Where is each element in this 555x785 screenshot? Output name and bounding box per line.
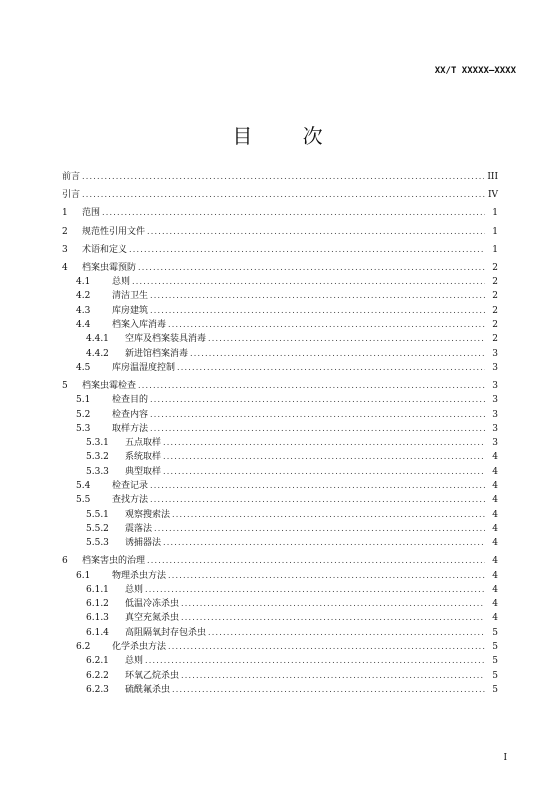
toc-entry-label: 典型取样 — [125, 466, 162, 477]
toc-entry-label: 查找方法 — [112, 495, 149, 506]
toc-dot-leader — [177, 363, 485, 373]
toc-entry-number: 5.5.3 — [86, 538, 109, 549]
toc-dot-leader — [168, 642, 485, 652]
toc-entry-number: 5.3.1 — [86, 438, 109, 449]
toc-dot-leader — [150, 424, 485, 434]
toc-entry-number: 6.1.3 — [86, 613, 109, 624]
toc-entry-page: 5 — [492, 642, 498, 653]
toc-entry[interactable] — [62, 222, 498, 236]
toc-entry-page: 5 — [492, 627, 498, 638]
toc-dot-leader — [168, 320, 485, 330]
toc-dot-leader — [154, 524, 485, 534]
toc-entry-number: 3 — [62, 244, 68, 255]
toc-entry-page: 4 — [492, 613, 498, 624]
toc-dot-leader — [102, 208, 485, 218]
toc-entry[interactable] — [62, 666, 498, 680]
toc-entry-page: 4 — [492, 570, 498, 581]
toc-entry-number: 5 — [62, 380, 68, 391]
toc-entry-number: 4.4 — [76, 319, 91, 330]
toc-dot-leader — [168, 571, 485, 581]
toc-entry-number: 6.1 — [76, 570, 91, 581]
toc-entry-page: 2 — [492, 262, 498, 273]
toc-entry-label: 检查目的 — [112, 395, 149, 406]
toc-dot-leader — [147, 556, 485, 566]
toc-entry-number: 5.3.2 — [86, 452, 109, 463]
toc-entry-number: 4.1 — [76, 277, 91, 288]
toc-entry-label: 范围 — [82, 208, 101, 219]
toc-entry[interactable] — [62, 652, 498, 666]
toc-entry-number: 5.4 — [76, 481, 91, 492]
toc-entry-label: 检查记录 — [112, 481, 149, 492]
toc-entry-label: 清洁卫生 — [112, 291, 149, 302]
toc-entry[interactable] — [62, 186, 498, 200]
table-of-contents — [62, 168, 498, 695]
toc-entry[interactable] — [62, 638, 498, 652]
toc-entry-page: 5 — [492, 656, 498, 667]
toc-entry-label: 总则 — [125, 584, 144, 595]
toc-dot-leader — [181, 613, 485, 623]
toc-entry[interactable] — [62, 204, 498, 218]
toc-dot-leader — [147, 227, 485, 237]
toc-entry[interactable] — [62, 581, 498, 595]
toc-entry-page: 3 — [492, 380, 498, 391]
toc-entry-page: 4 — [492, 452, 498, 463]
toc-entry-page: 4 — [492, 481, 498, 492]
toc-entry-page: 4 — [492, 556, 498, 567]
toc-entry[interactable] — [62, 273, 498, 287]
toc-entry-label: 库房建筑 — [112, 305, 149, 316]
toc-entry-label: 规范性引用文件 — [82, 226, 146, 237]
toc-entry-number: 5.5.1 — [86, 509, 109, 520]
toc-entry-number: 5.5.2 — [86, 523, 109, 534]
toc-dot-leader — [181, 671, 485, 681]
toc-dot-leader — [82, 172, 484, 182]
toc-dot-leader — [138, 381, 485, 391]
toc-dot-leader — [145, 585, 485, 595]
toc-entry-page: 3 — [492, 362, 498, 373]
toc-entry-label: 诱捕器法 — [125, 538, 162, 549]
toc-entry-number: 4 — [62, 262, 68, 273]
toc-entry-page: 1 — [492, 226, 498, 237]
toc-entry-page: 3 — [492, 395, 498, 406]
toc-dot-leader — [208, 628, 485, 638]
toc-dot-leader — [172, 510, 485, 520]
toc-entry[interactable] — [62, 609, 498, 623]
toc-entry-page: 4 — [492, 523, 498, 534]
toc-entry[interactable] — [62, 240, 498, 254]
toc-dot-leader — [150, 291, 485, 301]
toc-entry-page: 4 — [492, 466, 498, 477]
toc-entry-label: 术语和定义 — [82, 244, 128, 255]
toc-dot-leader — [163, 452, 485, 462]
toc-entry[interactable] — [62, 477, 498, 491]
toc-entry-label: 化学杀虫方法 — [112, 642, 167, 653]
toc-entry-number: 5.3 — [76, 423, 91, 434]
toc-entry[interactable] — [62, 623, 498, 637]
toc-entry-label: 五点取样 — [125, 438, 162, 449]
toc-entry-page: 5 — [492, 684, 498, 695]
toc-entry-number: 1 — [62, 208, 68, 219]
toc-entry-label: 低温冷冻杀虫 — [125, 599, 180, 610]
toc-entry[interactable] — [62, 505, 498, 519]
toc-entry-label: 引言 — [62, 190, 81, 201]
toc-entry-page: 2 — [492, 305, 498, 316]
toc-entry-number: 4.5 — [76, 362, 91, 373]
footer-page-number: I — [503, 753, 507, 763]
toc-entry[interactable] — [62, 552, 498, 566]
toc-entry-label: 系统取样 — [125, 452, 162, 463]
toc-dot-leader — [150, 306, 485, 316]
toc-dot-leader — [150, 495, 485, 505]
toc-entry[interactable] — [62, 301, 498, 315]
toc-entry-page: 4 — [492, 584, 498, 595]
toc-dot-leader — [129, 245, 485, 255]
toc-dot-leader — [181, 599, 485, 609]
toc-entry[interactable] — [62, 534, 498, 548]
toc-entry-label: 物理杀虫方法 — [112, 570, 167, 581]
toc-entry-number: 5.3.3 — [86, 466, 109, 477]
toc-dot-leader — [163, 438, 485, 448]
toc-entry[interactable] — [62, 405, 498, 419]
toc-entry-number: 6.2.2 — [86, 670, 109, 681]
toc-entry-page: 4 — [492, 495, 498, 506]
toc-entry[interactable] — [62, 420, 498, 434]
toc-entry-page: 4 — [492, 538, 498, 549]
toc-entry-page: 3 — [492, 423, 498, 434]
toc-entry[interactable] — [62, 434, 498, 448]
toc-entry-number: 5.5 — [76, 495, 91, 506]
toc-entry[interactable] — [62, 391, 498, 405]
toc-entry-label: 检查内容 — [112, 409, 149, 420]
toc-entry-label: 观察搜索法 — [125, 509, 171, 520]
toc-entry-label: 库房温湿度控制 — [112, 362, 176, 373]
toc-entry-label: 档案虫霉检查 — [82, 380, 137, 391]
toc-entry-label: 取样方法 — [112, 423, 149, 434]
toc-entry-label: 新进馆档案消毒 — [125, 348, 189, 359]
toc-dot-leader — [150, 395, 485, 405]
toc-entry[interactable] — [62, 566, 498, 580]
toc-entry-page: 2 — [492, 291, 498, 302]
toc-entry-number: 6.1.1 — [86, 584, 109, 595]
toc-entry[interactable] — [62, 258, 498, 272]
toc-entry-number: 4.2 — [76, 291, 91, 302]
toc-entry[interactable] — [62, 462, 498, 476]
toc-entry-label: 硫酰氟杀虫 — [125, 684, 171, 695]
toc-entry-page: 4 — [492, 509, 498, 520]
toc-entry-number: 6.1.4 — [86, 627, 109, 638]
toc-entry-label: 震落法 — [125, 523, 153, 534]
toc-entry[interactable] — [62, 287, 498, 301]
toc-dot-leader — [82, 190, 485, 200]
toc-entry-label: 档案入库消毒 — [112, 319, 167, 330]
toc-entry-number: 4.4.2 — [86, 348, 109, 359]
toc-entry-page: III — [487, 172, 498, 183]
toc-entry[interactable] — [62, 344, 498, 358]
toc-entry-page: 3 — [492, 348, 498, 359]
toc-entry-label: 前言 — [62, 172, 81, 183]
toc-entry-page: 2 — [492, 319, 498, 330]
toc-entry[interactable] — [62, 520, 498, 534]
toc-entry-number: 6.2.1 — [86, 656, 109, 667]
toc-entry-label: 高阻隔氧封存包杀虫 — [125, 627, 207, 638]
toc-dot-leader — [150, 481, 485, 491]
toc-entry-page: IV — [487, 190, 498, 201]
toc-entry-page: 2 — [492, 334, 498, 345]
toc-entry-number: 2 — [62, 226, 68, 237]
toc-entry[interactable] — [62, 681, 498, 695]
toc-dot-leader — [150, 410, 485, 420]
toc-entry[interactable] — [62, 316, 498, 330]
toc-entry-number: 5.2 — [76, 409, 91, 420]
toc-entry-number: 4.4.1 — [86, 334, 109, 345]
toc-entry-page: 3 — [492, 438, 498, 449]
toc-entry-page: 3 — [492, 409, 498, 420]
toc-entry-number: 6.2.3 — [86, 684, 109, 695]
toc-entry[interactable] — [62, 359, 498, 373]
toc-entry-page: 2 — [492, 277, 498, 288]
toc-entry-number: 4.3 — [76, 305, 91, 316]
toc-entry[interactable] — [62, 168, 498, 182]
toc-entry-number: 6 — [62, 556, 68, 567]
toc-dot-leader — [163, 467, 485, 477]
toc-dot-leader — [163, 538, 485, 548]
toc-entry[interactable] — [62, 491, 498, 505]
toc-entry-label: 真空充氮杀虫 — [125, 613, 180, 624]
toc-entry-number: 5.1 — [76, 395, 91, 406]
toc-dot-leader — [172, 685, 485, 695]
toc-entry-label: 档案虫霉预防 — [82, 262, 137, 273]
toc-entry-label: 总则 — [112, 277, 131, 288]
toc-entry[interactable] — [62, 595, 498, 609]
toc-dot-leader — [208, 334, 485, 344]
toc-dot-leader — [132, 277, 485, 287]
toc-dot-leader — [145, 656, 485, 666]
toc-entry-label: 总则 — [125, 656, 144, 667]
toc-entry[interactable] — [62, 330, 498, 344]
toc-entry-page: 1 — [492, 244, 498, 255]
toc-dot-leader — [138, 263, 485, 273]
toc-entry[interactable] — [62, 377, 498, 391]
toc-entry-number: 6.1.2 — [86, 599, 109, 610]
toc-entry-page: 4 — [492, 599, 498, 610]
toc-entry-label: 环氧乙烷杀虫 — [125, 670, 180, 681]
toc-dot-leader — [190, 349, 485, 359]
toc-entry-number: 6.2 — [76, 642, 91, 653]
toc-entry-label: 空库及档案装具消毒 — [125, 334, 207, 345]
toc-entry[interactable] — [62, 448, 498, 462]
toc-entry-page: 5 — [492, 670, 498, 681]
toc-entry-label: 档案害虫的治理 — [82, 556, 146, 567]
document-code: XX/T XXXXX—XXXX — [434, 66, 516, 76]
page-title: 目 次 — [232, 124, 345, 148]
toc-entry-page: 1 — [492, 208, 498, 219]
